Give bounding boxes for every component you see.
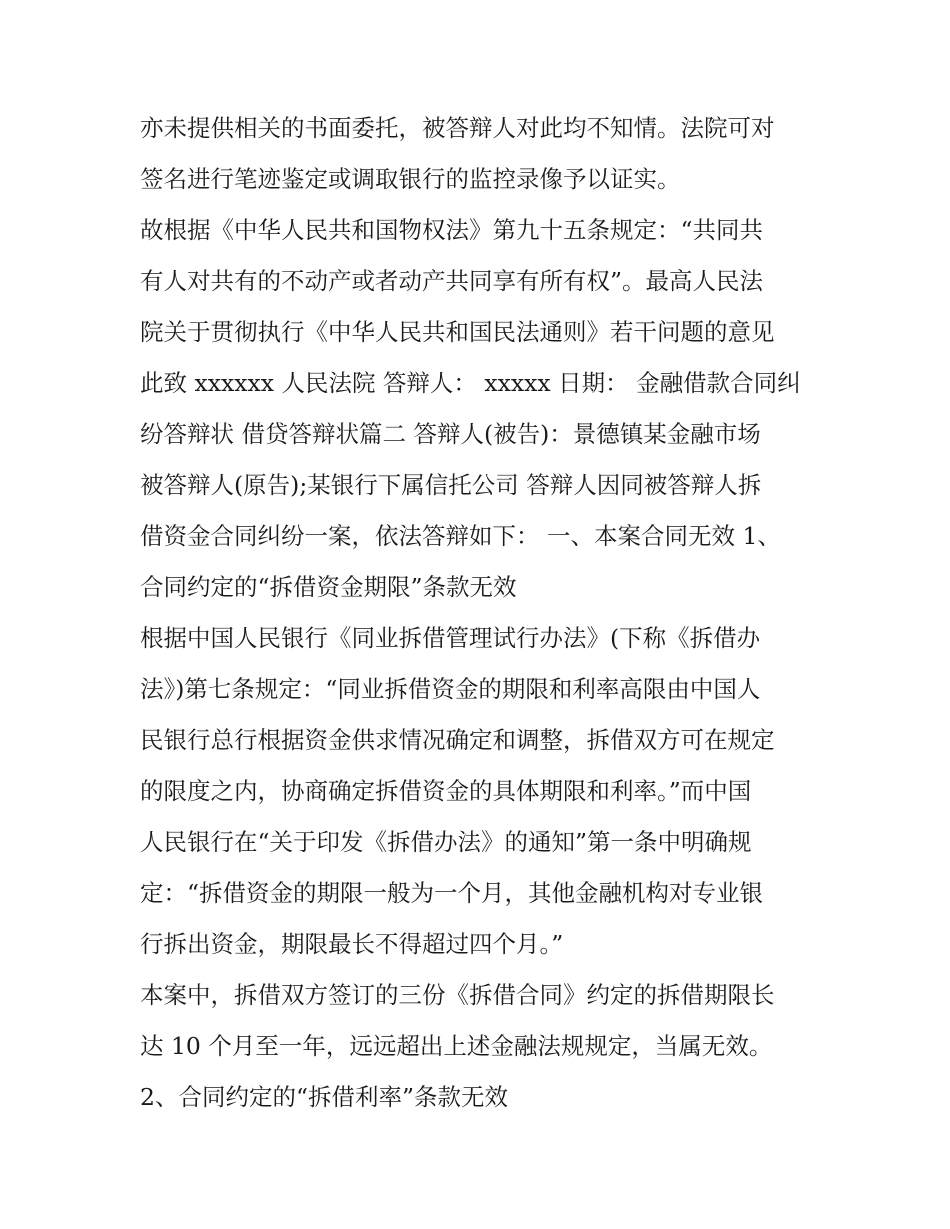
text-line: 的限度之内，协商确定拆借资金的具体期限和利率。”而中国	[140, 777, 752, 805]
text-line: 合同约定的“拆借资金期限”条款无效	[140, 573, 517, 601]
text-line: 此致 xxxxxx 人民法院 答辩人： xxxxx 日期： 金融借款合同纠	[140, 369, 801, 397]
text-line: 院关于贯彻执行《中华人民共和国民法通则》若干问题的意见	[140, 318, 775, 346]
text-line: 故根据《中华人民共和国物权法》第九十五条规定：“共同共	[140, 216, 764, 244]
text-line: 人民银行在“关于印发《拆借办法》的通知”第一条中明确规	[140, 828, 752, 856]
text-line: 本案中，拆借双方签订的三份《拆借合同》约定的拆借期限长	[140, 981, 775, 1009]
document-body	[140, 103, 820, 1123]
text-line: 借资金合同纠纷一案，依法答辩如下： 一、本案合同无效 1、	[140, 522, 781, 550]
text-line: 纷答辩状 借贷答辩状篇二 答辩人(被告)：景德镇某金融市场	[140, 420, 761, 448]
text-line: 达 10 个月至一年，远远超出上述金融法规规定，当属无效。	[140, 1032, 773, 1060]
text-line: 定：“拆借资金的期限一般为一个月，其他金融机构对专业银	[140, 879, 764, 907]
text-line: 有人对共有的不动产或者动产共同享有所有权”。最高人民法	[140, 267, 764, 295]
text-line: 被答辩人(原告);某银行下属信托公司 答辩人因同被答辩人拆	[140, 471, 762, 499]
text-line: 行拆出资金，期限最长不得超过四个月。”	[140, 930, 564, 958]
text-line: 民银行总行根据资金供求情况确定和调整，拆借双方可在规定	[140, 726, 775, 754]
text-line: 签名进行笔迹鉴定或调取银行的监控录像予以证实。	[140, 165, 681, 193]
text-line: 根据中国人民银行《同业拆借管理试行办法》(下称《拆借办	[140, 624, 761, 652]
text-line: 法》)第七条规定：“同业拆借资金的期限和利率高限由中国人	[140, 675, 761, 703]
text-line: 亦未提供相关的书面委托，被答辩人对此均不知情。法院可对	[140, 114, 775, 142]
text-line: 2、合同约定的“拆借利率”条款无效	[140, 1083, 508, 1111]
